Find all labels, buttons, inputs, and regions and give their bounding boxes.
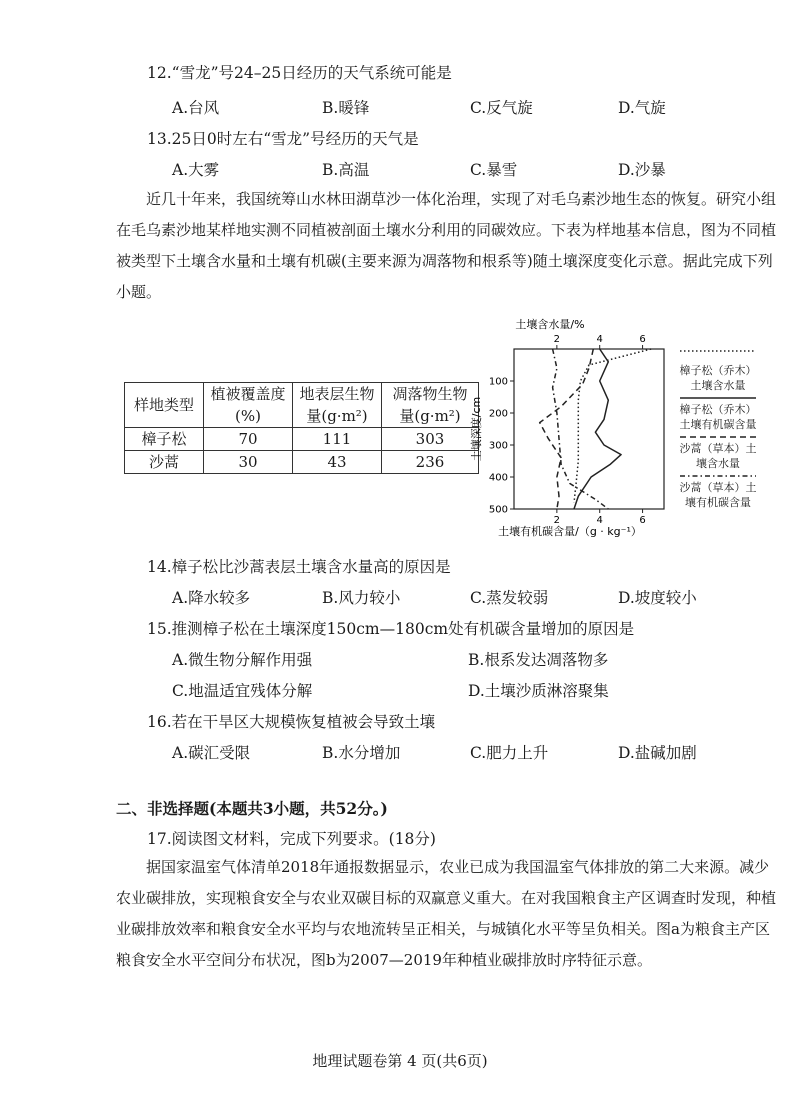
table-header-cell: 凋落物生物量(g·m²) [382,383,479,428]
depth-axis-label: 土壤深度/cm [470,396,483,462]
table-header-cell: 样地类型 [125,383,204,428]
q14-option-b: B.风力较小 [322,589,401,607]
legend-line-dotted [678,348,758,354]
q14-option-d: D.坡度较小 [618,589,697,607]
q13-option-c: C.暴雪 [470,161,518,179]
passage-text: 近几十年来，我国统筹山水林田湖草沙一体化治理，实现了对毛乌素沙地生态的恢复。研究小组在毛乌素沙地某样地实测不同植被剖面土壤水分利用的同碳效应。下表为样地基本信息，图为不同植被类型下土壤含水量和土壤有机碳(主要来源为凋落物和根系等)随土壤深度变化示意。据此完成下列小题。 [116,190,777,301]
q13-stem: 13.25日0时左右“雪龙”号经历的天气是 [147,130,419,148]
table-row [125,451,479,474]
depth-tick-label: 400 [488,472,508,484]
q16-option-a: A.碳汇受限 [172,744,251,762]
table-header-cell: 植被覆盖度(%) [204,383,293,428]
q16-option-c: C.肥力上升 [470,744,549,762]
top-axis-label: 土壤含水量/% [515,318,585,331]
q14-option-a: A.降水较多 [172,589,251,607]
q16-stem: 16.若在干旱区大规模恢复植被会导致土壤 [147,713,436,731]
q12-option-c: C.反气旋 [470,99,533,117]
bottom-axis-label: 土壤有机碳含量/（g · kg⁻¹） [498,525,642,538]
q17-passage: 据国家温室气体清单2018年通报数据显示，农业已成为我国温室气体排放的第二大来源。减少农业碳排放，实现粮食安全与农业双碳目标的双赢意义重大。在对我国粮食主产区调查时发现，种植业碳排放效率和粮食安全水平均与农地流转呈正相关，与城镇化水平等呈负相关。图a为粮食主产区粮食安全水平空间分布状况，图b为2007—2019年种植业碳排放时序特征示意。 [116,858,777,969]
q15-stem: 15.推测樟子松在土壤深度150cm—180cm处有机碳含量增加的原因是 [147,620,635,638]
legend-label: 沙蒿（草本）土壤含水量 [679,442,757,470]
table-cell: 43 [293,451,382,474]
top-tick-label: 2 [553,334,561,345]
q12-stem: 12.“雪龙”号24–25日经历的天气系统可能是 [147,64,452,82]
table-header-row [125,383,479,428]
soil-profile-chart [470,315,670,545]
q17-stem: 17.阅读图文材料，完成下列要求。(18分) [147,830,436,848]
legend-line-dashed [678,434,758,440]
q16-option-d: D.盐碱加剧 [618,744,697,762]
bottom-tick-label: 4 [596,515,603,526]
table-cell: 70 [204,428,293,451]
q14-option-c: C.蒸发较弱 [470,589,549,607]
depth-tick-label: 100 [488,376,508,388]
depth-axis-ticks [489,377,514,516]
legend-line-dashdot [678,473,758,479]
q12-option-d: D.气旋 [618,99,666,117]
bottom-tick-label: 6 [639,515,646,526]
table-cell: 111 [293,428,382,451]
table-cell: 樟子松 [125,428,204,451]
q15-option-d: D.土壤沙质淋溶聚集 [468,682,609,700]
table-header-cell: 地表层生物量(g·m²) [293,383,382,428]
q13-option-a: A.大雾 [172,161,220,179]
section-two-heading: 二、非选择题(本题共3小题，共52分。) [116,799,388,818]
bottom-tick-label: 2 [553,515,561,526]
table-cell: 30 [204,451,293,474]
q16-option-b: B.水分增加 [322,744,401,762]
top-tick-label: 4 [596,334,603,345]
q12-option-b: B.暖锋 [322,99,370,117]
legend-label: 沙蒿（草本）土壤有机碳含量 [679,481,757,509]
plot-frame [514,349,664,509]
q15-option-c: C.地温适宜残体分解 [172,682,313,700]
series-lines [540,349,651,509]
legend-label: 樟子松（乔木）土壤有机碳含量 [679,403,757,431]
depth-tick-label: 500 [488,504,508,516]
q12-option-a: A.台风 [172,99,220,117]
table-row [125,428,479,451]
series-pine-water [574,349,651,503]
q14-stem: 14.樟子松比沙蒿表层土壤含水量高的原因是 [147,558,451,576]
legend-line-solid [678,395,758,401]
page-footer: 地理试题卷第 4 页(共6页) [312,1052,488,1070]
q15-option-b: B.根系发达凋落物多 [468,651,609,669]
table-cell: 沙蒿 [125,451,204,474]
q13-option-d: D.沙暴 [618,161,666,179]
series-artemisia-carbon [553,349,609,509]
series-pine-carbon [574,349,621,509]
top-tick-label: 6 [639,334,646,345]
top-axis-ticks [554,334,646,349]
legend-label: 樟子松（乔木）土壤含水量 [679,364,757,392]
depth-tick-label: 300 [488,440,508,452]
table-cell: 236 [382,451,479,474]
q13-option-b: B.高温 [322,161,370,179]
site-info-table [124,382,479,474]
q15-option-a: A.微生物分解作用强 [172,651,313,669]
table-cell: 303 [382,428,479,451]
depth-tick-label: 200 [488,408,508,420]
bottom-axis-ticks [554,509,646,526]
